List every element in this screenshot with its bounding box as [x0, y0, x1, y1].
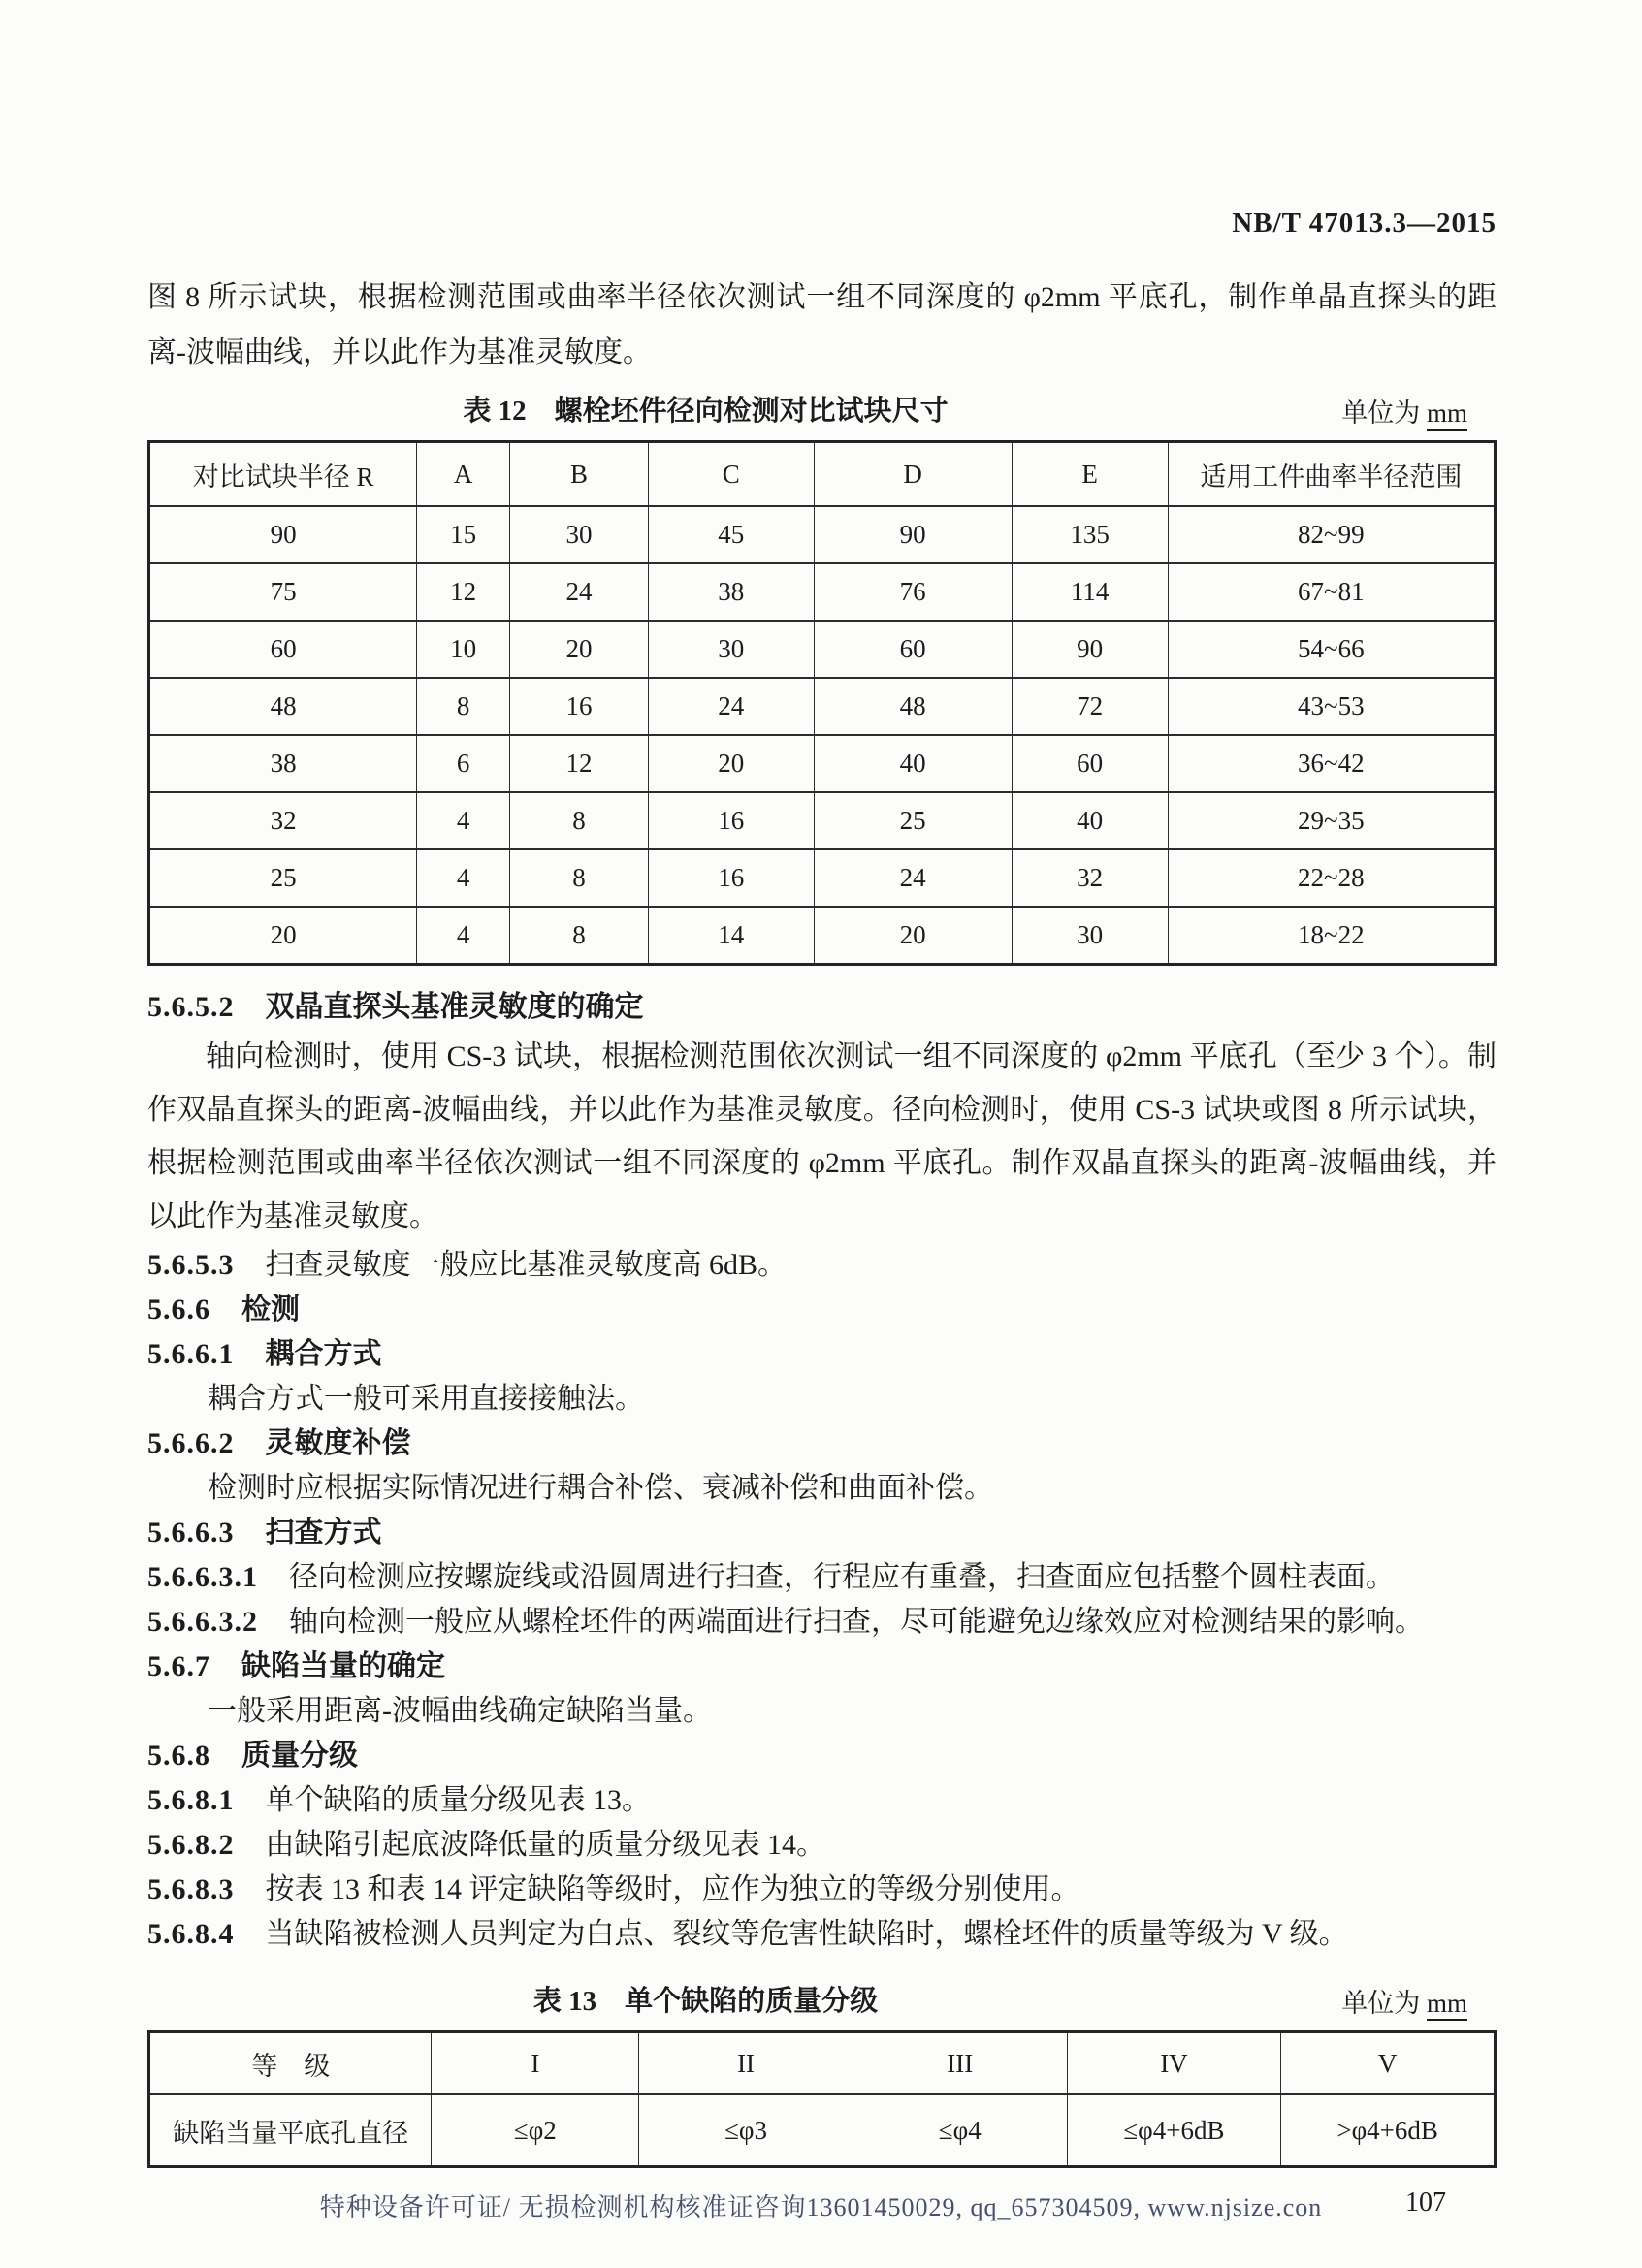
table12-body — [149, 506, 1496, 965]
table12-row — [149, 792, 1496, 849]
table12-cell: 30 — [509, 506, 648, 563]
table13-header-cell: V — [1281, 2032, 1496, 2095]
table13-cell: 缺陷当量平底孔直径 — [149, 2094, 432, 2167]
table12-cell: 114 — [1012, 563, 1168, 621]
table12-cell: 32 — [1012, 849, 1168, 907]
table12-row — [149, 621, 1496, 678]
section-text: 耦合方式一般可采用直接接触法。 — [208, 1383, 644, 1415]
table12-cell: 22~28 — [1168, 849, 1495, 907]
section-number: 5.6.6 — [147, 1294, 210, 1326]
table12-header-cell: 适用工件曲率半径范围 — [1168, 442, 1495, 507]
table12-cell: 20 — [149, 907, 417, 965]
table12-cell: 90 — [149, 506, 417, 563]
table12-cell: 4 — [417, 907, 510, 965]
table12-header-cell: 对比试块半径 R — [149, 442, 417, 507]
table13-unit-value: mm — [1427, 1989, 1467, 2021]
section-number: 5.6.6.2 — [147, 1427, 235, 1459]
table13-body — [149, 2094, 1496, 2167]
table12-cell: 16 — [648, 849, 814, 907]
section-text: 一般采用距离-波幅曲线确定缺陷当量。 — [208, 1695, 712, 1727]
section-paragraph — [147, 1466, 1497, 1511]
table12-row — [149, 506, 1496, 563]
table13-caption-row — [147, 1980, 1497, 2023]
section-5-6-6 — [147, 1288, 1497, 1332]
table12-cell: 90 — [1012, 621, 1168, 678]
table13-header-cell: 等 级 — [149, 2032, 432, 2095]
table12-header-cell: D — [814, 442, 1012, 507]
section-5-6-8-4 — [147, 1912, 1497, 1957]
table12-cell: 8 — [417, 678, 510, 735]
section-text: 由缺陷引起底波降低量的质量分级见表 14。 — [265, 1829, 825, 1861]
table12-cell: 90 — [814, 506, 1012, 563]
table13-unit-label — [1341, 1986, 1467, 2021]
section-text: 双晶直探头基准灵敏度的确定 — [265, 991, 644, 1023]
table12-cell: 54~66 — [1168, 621, 1495, 678]
table12-cell: 20 — [648, 735, 814, 792]
section-number: 5.6.5.3 — [147, 1249, 235, 1281]
table12-cell: 24 — [648, 678, 814, 735]
table13-caption: 表 13 单个缺陷的质量分级 — [532, 1986, 879, 2017]
table12-cell: 40 — [1012, 792, 1168, 849]
table12-cell: 72 — [1012, 678, 1168, 735]
table12-cell: 4 — [417, 849, 510, 907]
table12-header-cell: B — [509, 442, 648, 507]
table12-cell: 24 — [509, 563, 648, 621]
table12-row — [149, 678, 1496, 735]
table12-cell: 12 — [509, 735, 648, 792]
table12-cell: 43~53 — [1168, 678, 1495, 735]
intro-paragraph: 图 8 所示试块，根据检测范围或曲率半径依次测试一组不同深度的 φ2mm 平底孔，制作单晶直探头的距离-波幅曲线，并以此作为基准灵敏度。 — [147, 281, 1497, 368]
table12-row — [149, 849, 1496, 907]
footer-watermark: 特种设备许可证/ 无损检测机构核准证咨询13601450029, qq_657304509, www.njsize.con — [319, 2193, 1323, 2221]
table13-unit-prefix: 单位为 — [1341, 1989, 1427, 2018]
section-5-6-8-1 — [147, 1778, 1497, 1823]
table12-header-cell: E — [1012, 442, 1168, 507]
section-text: 轴向检测时，使用 CS-3 试块，根据检测范围依次测试一组不同深度的 φ2mm 平底孔（至少 3 个）。制作双晶直探头的距离-波幅曲线，并以此作为基准灵敏度。径向检测时，使用 CS-3 试块或图 8 所示试块，根据检测范围或曲率半径依次测试一组不同深度的 φ2mm 平底孔。制作双晶直探头的距离-波幅曲线，并以此作为基准灵敏度。 — [147, 1040, 1497, 1232]
table12-cell: 45 — [648, 506, 814, 563]
table12-cell: 40 — [814, 735, 1012, 792]
section-number: 5.6.8.2 — [147, 1829, 235, 1861]
table12-row — [149, 735, 1496, 792]
table12-cell: 38 — [648, 563, 814, 621]
section-number: 5.6.6.3 — [147, 1517, 235, 1549]
section-5-6-7 — [147, 1645, 1497, 1689]
section-5-6-6-3-2 — [147, 1600, 1497, 1645]
table12-cell: 18~22 — [1168, 907, 1495, 965]
table12-cell: 15 — [417, 506, 510, 563]
section-5-6-6-3-1 — [147, 1555, 1497, 1600]
section-5-6-6-1 — [147, 1332, 1497, 1377]
table12-cell: 30 — [1012, 907, 1168, 965]
section-number: 5.6.7 — [147, 1650, 210, 1682]
section-number: 5.6.6.3.1 — [147, 1561, 258, 1593]
table12-unit-label — [1341, 396, 1467, 431]
section-text: 扫查方式 — [265, 1517, 382, 1549]
table13-header-cell: III — [853, 2032, 1067, 2095]
section-text: 当缺陷被检测人员判定为白点、裂纹等危害性缺陷时，螺栓坯件的质量等级为 V 级。 — [265, 1918, 1348, 1950]
table13-row — [149, 2094, 1496, 2167]
table13-cell: ≤φ3 — [639, 2094, 853, 2167]
table12-header-cell: A — [417, 442, 510, 507]
table12-cell: 24 — [814, 849, 1012, 907]
section-paragraph — [147, 1030, 1497, 1243]
table12-cell: 8 — [509, 792, 648, 849]
table12-cell: 60 — [814, 621, 1012, 678]
section-text: 径向检测应按螺旋线或沿圆周进行扫查，行程应有重叠，扫查面应包括整个圆柱表面。 — [289, 1561, 1395, 1593]
table12 — [147, 440, 1497, 966]
table12-caption: 表 12 螺栓坯件径向检测对比试块尺寸 — [463, 396, 949, 427]
table12-cell: 6 — [417, 735, 510, 792]
table12-cell: 38 — [149, 735, 417, 792]
table13-cell: >φ4+6dB — [1281, 2094, 1496, 2167]
section-text: 耦合方式 — [265, 1338, 382, 1370]
table12-cell: 76 — [814, 563, 1012, 621]
table13-head-row — [149, 2032, 1496, 2095]
section-text: 按表 13 和表 14 评定缺陷等级时，应作为独立的等级分别使用。 — [265, 1873, 1080, 1905]
section-text: 单个缺陷的质量分级见表 13。 — [265, 1784, 651, 1816]
table12-row — [149, 907, 1496, 965]
table12-cell: 75 — [149, 563, 417, 621]
table12-cell: 16 — [509, 678, 648, 735]
table12-unit-value: mm — [1427, 399, 1467, 431]
table12-cell: 36~42 — [1168, 735, 1495, 792]
section-text: 检测时应根据实际情况进行耦合补偿、衰减补偿和曲面补偿。 — [208, 1472, 993, 1504]
section-number: 5.6.6.1 — [147, 1338, 235, 1370]
section-5-6-6-3 — [147, 1511, 1497, 1555]
section-5-6-8-2 — [147, 1823, 1497, 1868]
sections — [147, 985, 1497, 1957]
table12-cell: 29~35 — [1168, 792, 1495, 849]
table12-cell: 48 — [149, 678, 417, 735]
table12-cell: 32 — [149, 792, 417, 849]
table12-cell: 16 — [648, 792, 814, 849]
table12-cell: 82~99 — [1168, 506, 1495, 563]
table12-cell: 30 — [648, 621, 814, 678]
table12-header-cell: C — [648, 442, 814, 507]
section-text: 灵敏度补偿 — [265, 1427, 411, 1459]
section-text: 轴向检测一般应从螺栓坯件的两端面进行扫查，尽可能避免边缘效应对检测结果的影响。 — [289, 1606, 1424, 1638]
table13-header-cell: I — [432, 2032, 639, 2095]
section-text: 检测 — [241, 1294, 300, 1326]
section-number: 5.6.8.4 — [147, 1918, 235, 1950]
table13-header-cell: IV — [1067, 2032, 1281, 2095]
section-5-6-5-3 — [147, 1243, 1497, 1288]
table12-cell: 14 — [648, 907, 814, 965]
table13-cell: ≤φ2 — [432, 2094, 639, 2167]
table13-header-cell: II — [639, 2032, 853, 2095]
section-5-6-6-2 — [147, 1421, 1497, 1466]
section-number: 5.6.8.1 — [147, 1784, 235, 1816]
section-text: 缺陷当量的确定 — [241, 1650, 445, 1682]
section-number: 5.6.6.3.2 — [147, 1606, 258, 1638]
section-5-6-8-3 — [147, 1868, 1497, 1912]
table12-head-row — [149, 442, 1496, 507]
table12-unit-prefix: 单位为 — [1341, 399, 1427, 428]
table12-row — [149, 563, 1496, 621]
table13-cell: ≤φ4+6dB — [1067, 2094, 1281, 2167]
table12-cell: 8 — [509, 907, 648, 965]
table12-caption-row — [147, 390, 1497, 432]
table12-cell: 12 — [417, 563, 510, 621]
table12-cell: 60 — [149, 621, 417, 678]
table12-cell: 25 — [814, 792, 1012, 849]
standard-number: NB/T 47013.3—2015 — [1232, 208, 1497, 239]
section-number: 5.6.8.3 — [147, 1873, 235, 1905]
table12-cell: 25 — [149, 849, 417, 907]
table12-cell: 10 — [417, 621, 510, 678]
section-5-6-5-2 — [147, 985, 1497, 1030]
section-text: 质量分级 — [241, 1740, 358, 1772]
table12-cell: 4 — [417, 792, 510, 849]
table12-cell: 20 — [814, 907, 1012, 965]
table13-cell: ≤φ4 — [853, 2094, 1067, 2167]
table12-cell: 135 — [1012, 506, 1168, 563]
section-number: 5.6.8 — [147, 1740, 210, 1772]
table12-cell: 48 — [814, 678, 1012, 735]
table12-cell: 20 — [509, 621, 648, 678]
page-number: 107 — [1405, 2188, 1446, 2218]
table13 — [147, 2030, 1497, 2168]
section-5-6-8 — [147, 1734, 1497, 1778]
section-number: 5.6.5.2 — [147, 991, 235, 1023]
table12-cell: 67~81 — [1168, 563, 1495, 621]
table12-cell: 8 — [509, 849, 648, 907]
section-paragraph — [147, 1377, 1497, 1421]
section-paragraph — [147, 1689, 1497, 1734]
table12-cell: 60 — [1012, 735, 1168, 792]
section-text: 扫查灵敏度一般应比基准灵敏度高 6dB。 — [265, 1249, 788, 1281]
